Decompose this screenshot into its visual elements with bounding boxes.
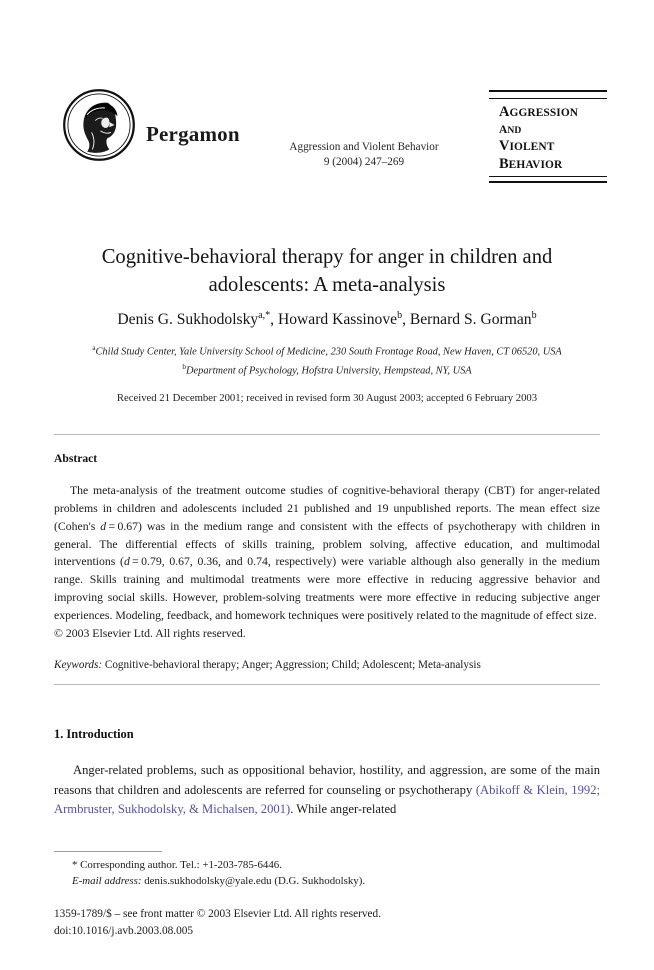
pergamon-coin-icon — [62, 88, 136, 162]
abstract-top-rule — [54, 434, 600, 435]
abstract-copyright: © 2003 Elsevier Ltd. All rights reserved. — [54, 626, 246, 640]
journal-logo-cap-4: B — [499, 155, 509, 172]
keywords — [54, 659, 600, 671]
keywords-bottom-rule — [54, 684, 600, 685]
footnote-separator — [54, 851, 162, 852]
journal-logo-cap-1: A — [499, 103, 510, 120]
journal-logo-line-2 — [489, 120, 607, 137]
doi: doi:10.1016/j.avb.2003.08.005 — [54, 924, 194, 937]
author-list: Denis G. Sukhodolsky$^{a,*}$, Howard Kassinove$^b$, Bernard S. Gorman$^b$ — [117, 310, 537, 329]
affiliation-b-text: Department of Psychology, Hofstra University, Hempstead, NY, USA — [186, 365, 472, 377]
article-history: Received 21 December 2001; received in revised form 30 August 2003; accepted 6 February 2003 — [116, 392, 538, 404]
journal-logo — [489, 90, 607, 183]
footnotes — [54, 857, 534, 890]
journal-title: Aggression and Violent Behavior — [289, 141, 439, 153]
affiliation-a-marker: a — [92, 343, 96, 352]
journal-reference — [258, 140, 470, 170]
footnote-corresponding-author: * Corresponding author. Tel.: +1-203-785-6446. — [72, 859, 282, 871]
journal-volume-pages: 9 (2004) 247–269 — [323, 155, 405, 168]
citation-link[interactable]: (Abikoff & Klein, 1992; Armbruster, Sukhodolsky, & Michalsen, 2001) — [54, 782, 600, 817]
issn-front-matter: 1359-1789/$ – see front matter © 2003 Elsevier Ltd. All rights reserved. — [54, 908, 382, 920]
affiliation-b — [40, 361, 614, 380]
journal-logo-line-4 — [489, 155, 607, 173]
affiliations — [40, 342, 614, 379]
journal-logo-rest-1: GGRESSION — [509, 106, 579, 119]
intro-text-after-citation: . While anger-related — [290, 802, 397, 817]
journal-logo-line-3 — [489, 137, 607, 155]
journal-logo-cap-2: A — [499, 124, 508, 137]
journal-logo-line-1 — [489, 103, 607, 121]
abstract-body — [54, 482, 600, 643]
masthead — [0, 88, 654, 188]
affiliation-a — [40, 342, 614, 361]
journal-logo-rest-4: EHAVIOR — [508, 158, 563, 171]
journal-logo-cap-3: V — [499, 138, 510, 155]
journal-logo-rest-3: IOLENT — [509, 141, 555, 154]
publisher-name: Pergamon — [146, 121, 240, 146]
footnote-email — [54, 873, 534, 889]
page-title: Cognitive-behavioral therapy for anger in children and adolescents: A meta-analysis — [101, 246, 553, 296]
introduction-paragraph — [54, 761, 600, 820]
footnote-email-label: E-mail address: — [72, 875, 142, 888]
footnote-email-value[interactable]: denis.sukhodolsky@yale.edu (D.G. Sukhodolsky). — [144, 875, 366, 888]
journal-logo-rule-top — [489, 98, 607, 99]
journal-logo-rest-2: ND — [507, 125, 522, 137]
keywords-label: Keywords: — [54, 659, 103, 671]
imprint — [54, 906, 554, 940]
abstract-text: The meta-analysis of the treatment outcome studies of cognitive-behavioral therapy (CBT) for anger-related problems in children and adolescents included 21 published and 19 unpublished reports. The mean effect size (Cohen's d = 0.67) was in the medium range and consistent with the effects of psychotherapy with children in general. The differential effects of skills training, problem solving, affective education, and multimodal interventions (d = 0.79, 0.67, 0.36, and 0.74, respectively) were variable although also generally in the medium range. Skills training and multimodal treatments were more effective in reducing aggressive behavior and improving social skills. However, problem-solving treatments were more effective in reducing subjective anger experiences. Modeling, feedback, and homework techniques were positively related to the magnitude of effect size. — [54, 484, 601, 623]
journal-logo-rule-bottom — [489, 176, 607, 177]
abstract-heading: Abstract — [54, 452, 98, 465]
section-heading-introduction: 1. Introduction — [54, 727, 134, 741]
affiliation-a-text: Child Study Center, Yale University School of Medicine, 230 South Frontage Road, New Haven, CT 06520, USA — [95, 346, 562, 358]
affiliation-b-marker: b — [182, 361, 187, 371]
intro-text-before-citation: Anger-related problems, such as oppositional behavior, hostility, and aggression, are some of the main reasons that children and adolescents are referred for counseling or psychotherapy — [54, 763, 600, 797]
keywords-list: Cognitive-behavioral therapy; Anger; Aggression; Child; Adolescent; Meta-analysis — [104, 659, 481, 671]
publisher-logo — [62, 88, 240, 162]
